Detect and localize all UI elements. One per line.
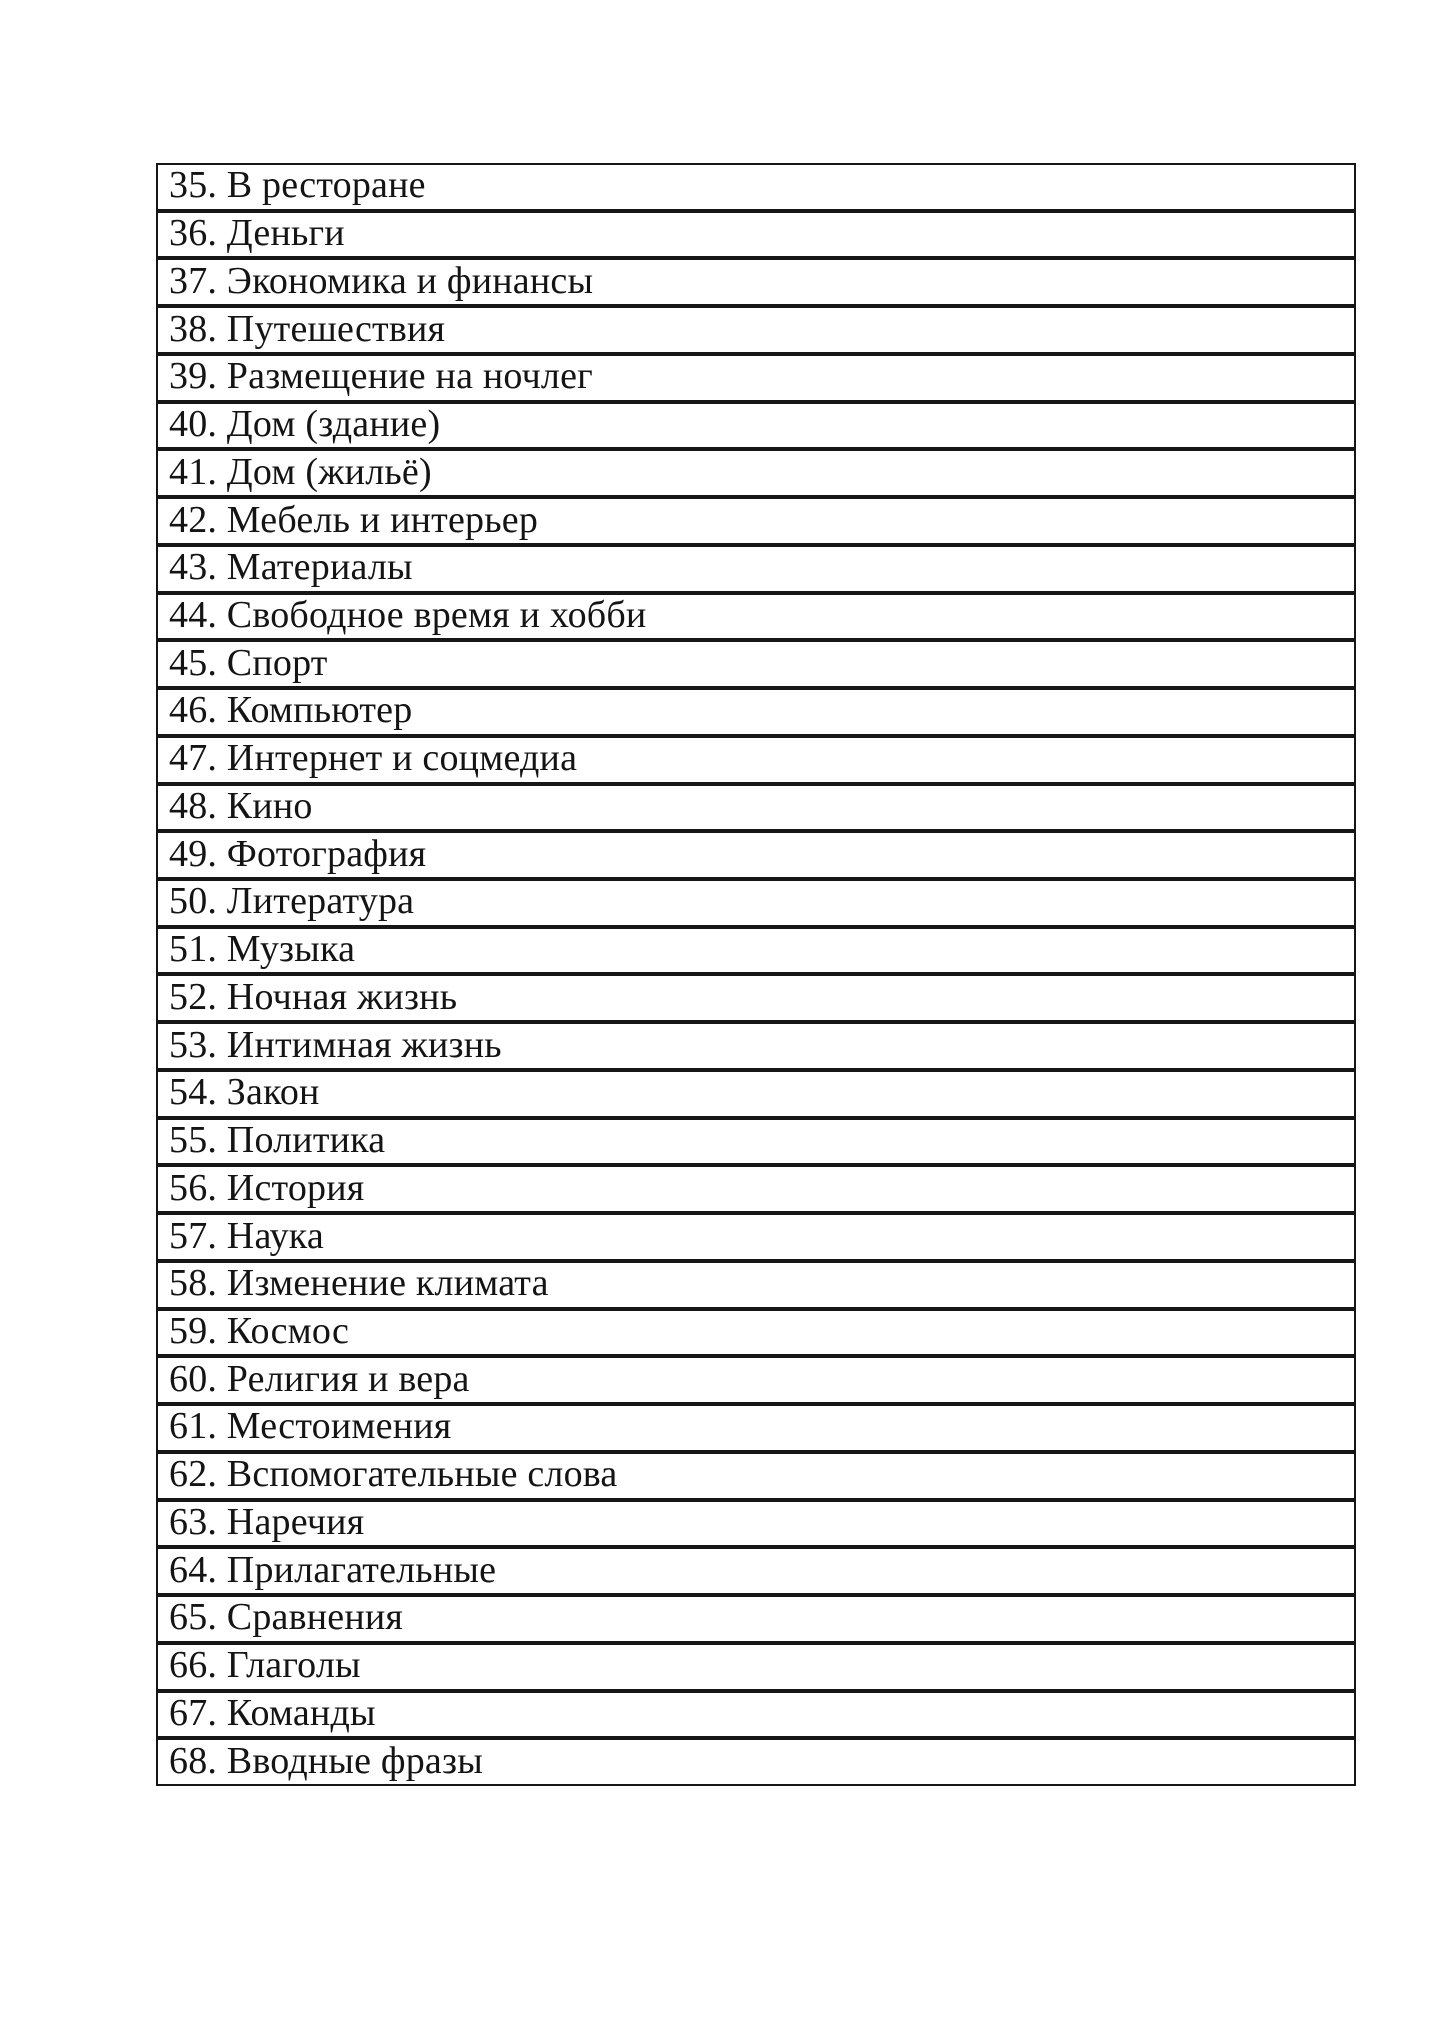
table-row	[156, 354, 1356, 402]
table-row	[156, 1404, 1356, 1452]
toc-entry: 64. Прилагательные	[169, 1548, 497, 1591]
toc-entry: 63. Наречия	[169, 1500, 365, 1543]
toc-entry: 47. Интернет и соцмедиа	[169, 737, 578, 780]
toc-entry: 51. Музыка	[169, 928, 356, 971]
toc-entry: 48. Кино	[169, 784, 313, 827]
toc-entry: 68. Вводные фразы	[169, 1739, 483, 1782]
toc-entry: 49. Фотография	[169, 832, 427, 875]
toc-entry: 38. Путешествия	[169, 307, 446, 350]
table-row	[156, 688, 1356, 736]
table-row	[156, 1595, 1356, 1643]
toc-entry: 60. Религия и вера	[169, 1357, 470, 1400]
table-row	[156, 1452, 1356, 1500]
table-row	[156, 736, 1356, 784]
toc-entry: 42. Мебель и интерьер	[169, 498, 539, 541]
toc-entry: 53. Интимная жизнь	[169, 1023, 502, 1066]
toc-entry: 58. Изменение климата	[169, 1262, 549, 1305]
toc-entry: 59. Космос	[169, 1309, 350, 1352]
table-row	[156, 1213, 1356, 1261]
table-row	[156, 1738, 1356, 1786]
table-row	[156, 258, 1356, 306]
table-row	[156, 449, 1356, 497]
toc-entry: 50. Литература	[169, 880, 415, 923]
toc-entry: 44. Свободное время и хобби	[169, 593, 647, 636]
toc-entry: 61. Местоимения	[169, 1405, 452, 1448]
toc-entry: 54. Закон	[169, 1071, 320, 1114]
toc-entry: 52. Ночная жизнь	[169, 975, 458, 1018]
toc-entry: 36. Деньги	[169, 212, 345, 255]
table-row	[156, 1261, 1356, 1309]
table-row	[156, 974, 1356, 1022]
toc-entry: 57. Наука	[169, 1214, 324, 1257]
toc-entry: 39. Размещение на ночлег	[169, 355, 593, 398]
toc-table	[156, 163, 1356, 1786]
table-row	[156, 211, 1356, 259]
table-row	[156, 402, 1356, 450]
table-row	[156, 593, 1356, 641]
toc-entry: 40. Дом (здание)	[169, 403, 441, 446]
toc-entry: 66. Глаголы	[169, 1644, 361, 1687]
table-row	[156, 927, 1356, 975]
toc-entry: 62. Вспомогательные слова	[169, 1453, 618, 1496]
toc-entry: 43. Материалы	[169, 546, 413, 589]
table-row	[156, 163, 1356, 211]
table-row	[156, 545, 1356, 593]
toc-entry: 46. Компьютер	[169, 689, 413, 732]
table-row	[156, 306, 1356, 354]
table-row	[156, 1356, 1356, 1404]
table-row	[156, 879, 1356, 927]
table-row	[156, 1022, 1356, 1070]
table-row	[156, 1165, 1356, 1213]
table-row	[156, 1691, 1356, 1739]
toc-entry: 45. Спорт	[169, 641, 328, 684]
table-row	[156, 497, 1356, 545]
table-row	[156, 1547, 1356, 1595]
table-row	[156, 1070, 1356, 1118]
toc-entry: 41. Дом (жильё)	[169, 450, 432, 493]
toc-entry: 55. Политика	[169, 1119, 386, 1162]
toc-entry: 35. В ресторане	[169, 164, 426, 207]
toc-entry: 56. История	[169, 1166, 365, 1209]
table-row	[156, 784, 1356, 832]
table-row	[156, 1643, 1356, 1691]
table-row	[156, 1500, 1356, 1548]
table-row	[156, 831, 1356, 879]
toc-entry: 67. Команды	[169, 1691, 376, 1734]
table-row	[156, 1309, 1356, 1357]
table-row	[156, 640, 1356, 688]
toc-entry: 65. Сравнения	[169, 1596, 404, 1639]
table-row	[156, 1118, 1356, 1166]
toc-entry: 37. Экономика и финансы	[169, 259, 594, 302]
